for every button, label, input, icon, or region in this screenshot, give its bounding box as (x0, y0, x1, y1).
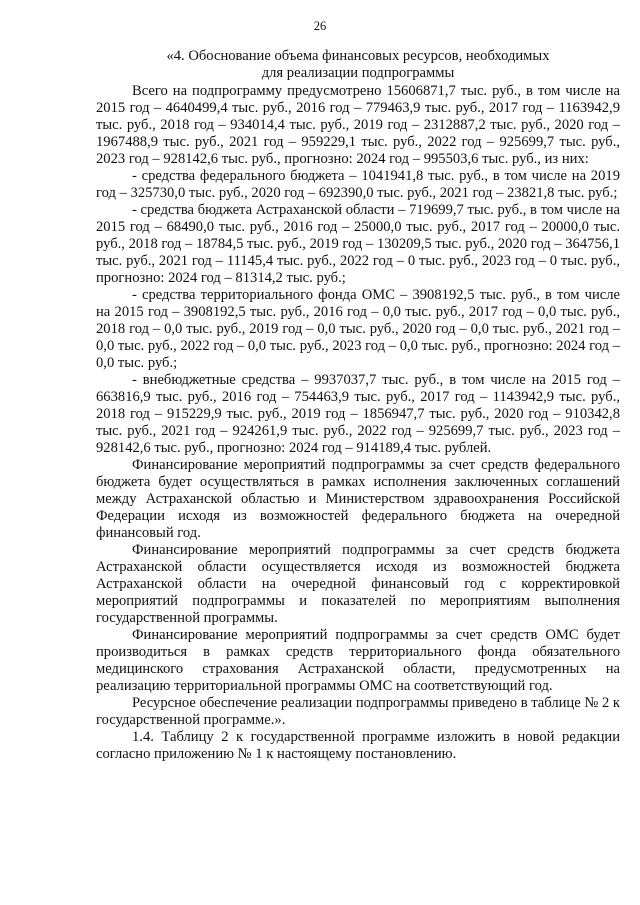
section-heading-line-1: «4. Обоснование объема финансовых ресурсов, необходимых (166, 48, 550, 64)
section-heading (96, 48, 620, 82)
paragraph-total-funding: Всего на подпрограмму предусмотрено 15606871,7 тыс. руб., в том числе на 2015 год – 4640499,4 тыс. руб., 2016 год – 779463,9 тыс. руб., 2017 год – 1163942,9 тыс. руб., 2018 год – 934014,4 тыс. руб., 2019 год – 2312887,2 тыс. руб., 2020 год – 1967488,9 тыс. руб., 2021 год – 959229,1 тыс. руб., 2022 год – 925699,7 тыс. руб., 2023 год – 928142,6 тыс. руб., прогнозно: 2024 год – 995503,6 тыс. руб., из них: (96, 83, 620, 167)
paragraph-federal-budget: - средства федерального бюджета – 1041941,8 тыс. руб., в том числе на 2019 год – 325730,0 тыс. руб., 2020 год – 692390,0 тыс. руб., 2021 год – 23821,8 тыс. руб.; (96, 168, 620, 201)
document-body (96, 83, 620, 763)
paragraph-resource-table: Ресурсное обеспечение реализации подпрограммы приведено в таблице № 2 к государственной программе.». (96, 695, 620, 728)
paragraph-amendment: 1.4. Таблицу 2 к государственной программе изложить в новой редакции согласно приложению № 1 к настоящему постановлению. (96, 729, 620, 762)
paragraph-regional-budget: - средства бюджета Астраханской области – 719699,7 тыс. руб., в том числе на 2015 год – 68490,0 тыс. руб., 2016 год – 25000,0 тыс. руб., 2017 год – 20000,0 тыс. руб., 2018 год – 18784,5 тыс. руб., 2019 год – 130209,5 тыс. руб., 2020 год – 364756,1 тыс. руб., 2021 год – 11145,4 тыс. руб., 2022 год – 0 тыс. руб., 2023 год – 0 тыс. руб., прогнозно: 2024 год – 81314,2 тыс. руб.; (96, 202, 620, 286)
paragraph-regional-financing: Финансирование мероприятий подпрограммы за счет средств бюджета Астраханской области осуществляется исходя из возможностей бюджета Астраханской области на очередной финансовый год с корректировкой мероприятий подпрограммы и показателей по мероприятиям выполнения государственной программы. (96, 542, 620, 626)
paragraph-federal-financing: Финансирование мероприятий подпрограммы за счет средств федерального бюджета будет осуществляться в рамках исполнения заключенных соглашений между Астраханской областью и Министерством здравоохранения Российской Федерации исходя из возможностей федерального бюджета на очередной финансовый год. (96, 457, 620, 541)
page-number: 26 (313, 19, 327, 33)
paragraph-oms-financing: Финансирование мероприятий подпрограммы за счет средств ОМС будет производиться в рамках средств территориального фонда обязательного медицинского страхования Астраханской области, предусмотренных на реализацию территориальной программы ОМС на соответствующий год. (96, 627, 620, 694)
section-heading-line-2: для реализации подпрограммы (261, 65, 455, 81)
paragraph-oms-fund: - средства территориального фонда ОМС – 3908192,5 тыс. руб., в том числе на 2015 год – 3908192,5 тыс. руб., 2016 год – 0,0 тыс. руб., 2017 год – 0,0 тыс. руб., 2018 год – 0,0 тыс. руб., 2019 год – 0,0 тыс. руб., 2020 год – 0,0 тыс. руб., 2021 год – 0,0 тыс. руб., 2022 год – 0,0 тыс. руб., 2023 год – 0,0 тыс. руб., прогнозно: 2024 год – 0,0 тыс. руб.; (96, 287, 620, 371)
paragraph-extrabudgetary: - внебюджетные средства – 9937037,7 тыс. руб., в том числе на 2015 год – 663816,9 тыс. руб., 2016 год – 754463,9 тыс. руб., 2017 год – 1143942,9 тыс. руб., 2018 год – 915229,9 тыс. руб., 2019 год – 1856947,7 тыс. руб., 2020 год – 910342,8 тыс. руб., 2021 год – 924261,9 тыс. руб., 2022 год – 925699,7 тыс. руб., 2023 год – 928142,6 тыс. руб., прогнозно: 2024 год – 914189,4 тыс. рублей. (96, 372, 620, 456)
